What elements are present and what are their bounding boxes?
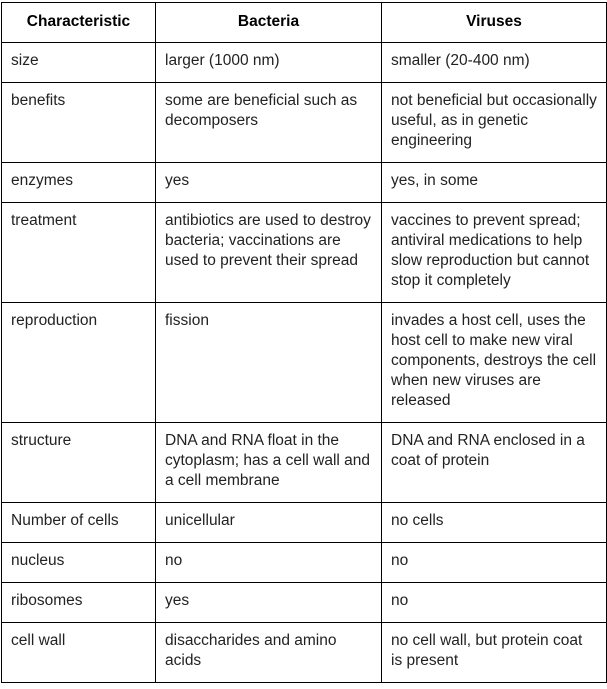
comparison-table [1,2,607,683]
cell-bacteria: yes [156,163,382,203]
cell-characteristic: structure [2,423,156,503]
cell-characteristic: ribosomes [2,583,156,623]
cell-viruses: not beneficial but occasionally useful, as in genetic engineering [382,83,607,163]
cell-bacteria: unicellular [156,503,382,543]
cell-bacteria: some are beneficial such as decomposers [156,83,382,163]
cell-characteristic: cell wall [2,623,156,683]
header-viruses: Viruses [382,3,607,43]
table-row [2,623,607,683]
cell-bacteria: larger (1000 nm) [156,43,382,83]
cell-characteristic: size [2,43,156,83]
cell-characteristic: reproduction [2,303,156,423]
cell-viruses: no [382,543,607,583]
table-row [2,43,607,83]
table-row [2,83,607,163]
cell-bacteria: antibiotics are used to destroy bacteria; vaccinations are used to prevent their spread [156,203,382,303]
cell-viruses: invades a host cell, uses the host cell to make new viral components, destroys the cell when new viruses are released [382,303,607,423]
cell-bacteria: no [156,543,382,583]
cell-bacteria: yes [156,583,382,623]
table-body [2,43,607,683]
cell-viruses: no cell wall, but protein coat is present [382,623,607,683]
table-row [2,423,607,503]
cell-characteristic: enzymes [2,163,156,203]
header-row [2,3,607,43]
cell-viruses: DNA and RNA enclosed in a coat of protein [382,423,607,503]
table-row [2,503,607,543]
table-row [2,583,607,623]
cell-viruses: vaccines to prevent spread; antiviral medications to help slow reproduction but cannot stop it completely [382,203,607,303]
table-row [2,163,607,203]
cell-viruses: yes, in some [382,163,607,203]
cell-characteristic: benefits [2,83,156,163]
cell-bacteria: DNA and RNA float in the cytoplasm; has a cell wall and a cell membrane [156,423,382,503]
cell-bacteria: disaccharides and amino acids [156,623,382,683]
header-characteristic: Characteristic [2,3,156,43]
cell-characteristic: treatment [2,203,156,303]
cell-characteristic: nucleus [2,543,156,583]
table-row [2,303,607,423]
table-row [2,543,607,583]
header-bacteria: Bacteria [156,3,382,43]
table-row [2,203,607,303]
cell-viruses: no [382,583,607,623]
cell-viruses: smaller (20-400 nm) [382,43,607,83]
table-header [2,3,607,43]
cell-characteristic: Number of cells [2,503,156,543]
cell-bacteria: fission [156,303,382,423]
cell-viruses: no cells [382,503,607,543]
